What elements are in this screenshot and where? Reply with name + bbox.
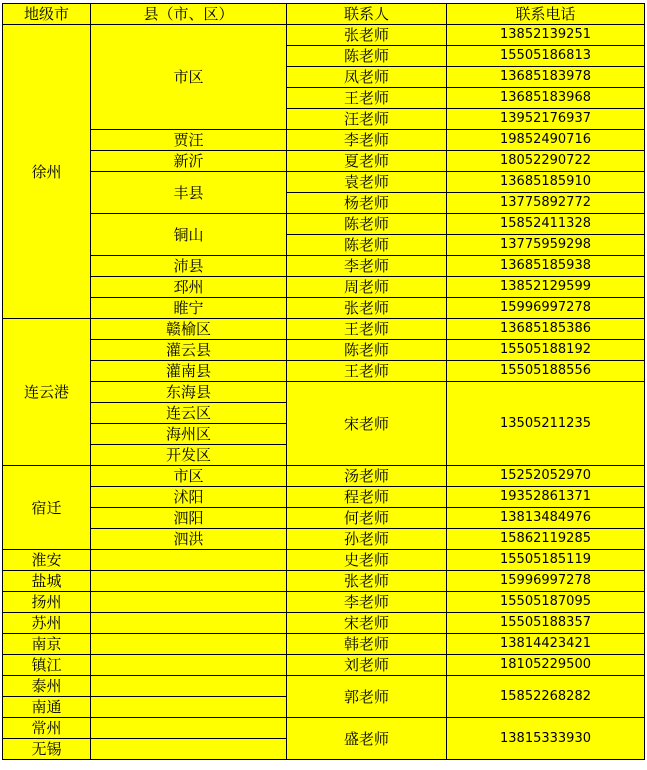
phone-cell: 15505188192	[447, 340, 645, 361]
phone-cell: 15996997278	[447, 298, 645, 319]
county-cell	[91, 613, 287, 634]
contact-cell: 陈老师	[287, 214, 447, 235]
county-cell: 灌南县	[91, 361, 287, 382]
phone-cell: 15862119285	[447, 529, 645, 550]
header-row	[3, 4, 645, 25]
table-row	[3, 466, 645, 487]
contact-cell: 盛老师	[287, 718, 447, 760]
phone-cell: 13813484976	[447, 508, 645, 529]
table-row	[3, 25, 645, 46]
contact-cell: 宋老师	[287, 382, 447, 466]
phone-cell: 13685183978	[447, 67, 645, 88]
county-cell	[91, 676, 287, 697]
contact-cell: 郭老师	[287, 676, 447, 718]
phone-cell: 13852129599	[447, 277, 645, 298]
city-cell: 无锡	[3, 739, 91, 760]
contact-cell: 何老师	[287, 508, 447, 529]
contact-cell: 李老师	[287, 592, 447, 613]
table-row	[3, 634, 645, 655]
contact-cell: 李老师	[287, 256, 447, 277]
contact-cell: 张老师	[287, 298, 447, 319]
phone-cell: 18052290722	[447, 151, 645, 172]
table-row	[3, 340, 645, 361]
county-cell	[91, 592, 287, 613]
county-cell: 睢宁	[91, 298, 287, 319]
table-row	[3, 277, 645, 298]
header-county: 县（市、区）	[91, 4, 287, 25]
county-cell: 赣榆区	[91, 319, 287, 340]
phone-cell: 13775959298	[447, 235, 645, 256]
header-phone: 联系电话	[447, 4, 645, 25]
contact-cell: 孙老师	[287, 529, 447, 550]
table-row	[3, 298, 645, 319]
phone-cell: 13685185910	[447, 172, 645, 193]
county-cell: 东海县	[91, 382, 287, 403]
city-cell: 扬州	[3, 592, 91, 613]
contact-cell: 陈老师	[287, 235, 447, 256]
county-cell: 泗阳	[91, 508, 287, 529]
table-row	[3, 592, 645, 613]
city-cell: 徐州	[3, 25, 91, 319]
county-cell: 贾汪	[91, 130, 287, 151]
table-row	[3, 718, 645, 739]
phone-cell: 13685185938	[447, 256, 645, 277]
city-cell: 宿迁	[3, 466, 91, 550]
table-row	[3, 130, 645, 151]
table-row	[3, 151, 645, 172]
phone-cell: 18105229500	[447, 655, 645, 676]
contact-cell: 夏老师	[287, 151, 447, 172]
city-cell: 南京	[3, 634, 91, 655]
county-cell: 沭阳	[91, 487, 287, 508]
county-cell: 铜山	[91, 214, 287, 256]
county-cell: 丰县	[91, 172, 287, 214]
city-cell: 苏州	[3, 613, 91, 634]
contact-cell: 杨老师	[287, 193, 447, 214]
phone-cell: 13815333930	[447, 718, 645, 760]
contact-cell: 韩老师	[287, 634, 447, 655]
city-cell: 南通	[3, 697, 91, 718]
phone-cell: 15505188556	[447, 361, 645, 382]
contact-cell: 张老师	[287, 571, 447, 592]
contact-cell: 宋老师	[287, 613, 447, 634]
county-cell: 开发区	[91, 445, 287, 466]
county-cell: 连云区	[91, 403, 287, 424]
phone-cell: 15505186813	[447, 46, 645, 67]
phone-cell: 13775892772	[447, 193, 645, 214]
table-row	[3, 214, 645, 235]
table-row	[3, 382, 645, 403]
table-row	[3, 487, 645, 508]
county-cell: 新沂	[91, 151, 287, 172]
phone-cell: 15852411328	[447, 214, 645, 235]
city-cell: 淮安	[3, 550, 91, 571]
phone-cell: 15852268282	[447, 676, 645, 718]
county-cell	[91, 697, 287, 718]
table-row	[3, 676, 645, 697]
county-cell: 灌云县	[91, 340, 287, 361]
contact-cell: 汤老师	[287, 466, 447, 487]
contact-cell: 王老师	[287, 319, 447, 340]
county-cell: 市区	[91, 466, 287, 487]
county-cell: 市区	[91, 25, 287, 130]
phone-cell: 13952176937	[447, 109, 645, 130]
table-row	[3, 550, 645, 571]
county-cell	[91, 739, 287, 760]
county-cell: 沛县	[91, 256, 287, 277]
contact-cell: 凤老师	[287, 67, 447, 88]
county-cell	[91, 634, 287, 655]
contact-cell: 陈老师	[287, 340, 447, 361]
table-row	[3, 508, 645, 529]
phone-cell: 13685183968	[447, 88, 645, 109]
phone-cell: 15505185119	[447, 550, 645, 571]
phone-cell: 15252052970	[447, 466, 645, 487]
contact-cell: 刘老师	[287, 655, 447, 676]
header-contact: 联系人	[287, 4, 447, 25]
contact-cell: 王老师	[287, 361, 447, 382]
contact-table	[2, 3, 645, 760]
phone-cell: 15505188357	[447, 613, 645, 634]
phone-cell: 13814423421	[447, 634, 645, 655]
contact-cell: 程老师	[287, 487, 447, 508]
contact-cell: 周老师	[287, 277, 447, 298]
phone-cell: 13505211235	[447, 382, 645, 466]
table-row	[3, 256, 645, 277]
county-cell	[91, 655, 287, 676]
phone-cell: 13685185386	[447, 319, 645, 340]
city-cell: 盐城	[3, 571, 91, 592]
county-cell	[91, 718, 287, 739]
phone-cell: 19352861371	[447, 487, 645, 508]
contact-cell: 李老师	[287, 130, 447, 151]
city-cell: 常州	[3, 718, 91, 739]
phone-cell: 15505187095	[447, 592, 645, 613]
contact-cell: 汪老师	[287, 109, 447, 130]
contact-cell: 陈老师	[287, 46, 447, 67]
county-cell: 邳州	[91, 277, 287, 298]
phone-cell: 19852490716	[447, 130, 645, 151]
county-cell	[91, 571, 287, 592]
city-cell: 连云港	[3, 319, 91, 466]
city-cell: 镇江	[3, 655, 91, 676]
contact-cell: 袁老师	[287, 172, 447, 193]
header-city: 地级市	[3, 4, 91, 25]
phone-cell: 15996997278	[447, 571, 645, 592]
county-cell: 泗洪	[91, 529, 287, 550]
county-cell	[91, 550, 287, 571]
table-row	[3, 319, 645, 340]
table-row	[3, 361, 645, 382]
city-cell: 泰州	[3, 676, 91, 697]
county-cell: 海州区	[91, 424, 287, 445]
table-row	[3, 613, 645, 634]
contact-cell: 王老师	[287, 88, 447, 109]
phone-cell: 13852139251	[447, 25, 645, 46]
contact-cell: 史老师	[287, 550, 447, 571]
table-row	[3, 529, 645, 550]
table-row	[3, 655, 645, 676]
table-row	[3, 172, 645, 193]
contact-cell: 张老师	[287, 25, 447, 46]
table-row	[3, 571, 645, 592]
